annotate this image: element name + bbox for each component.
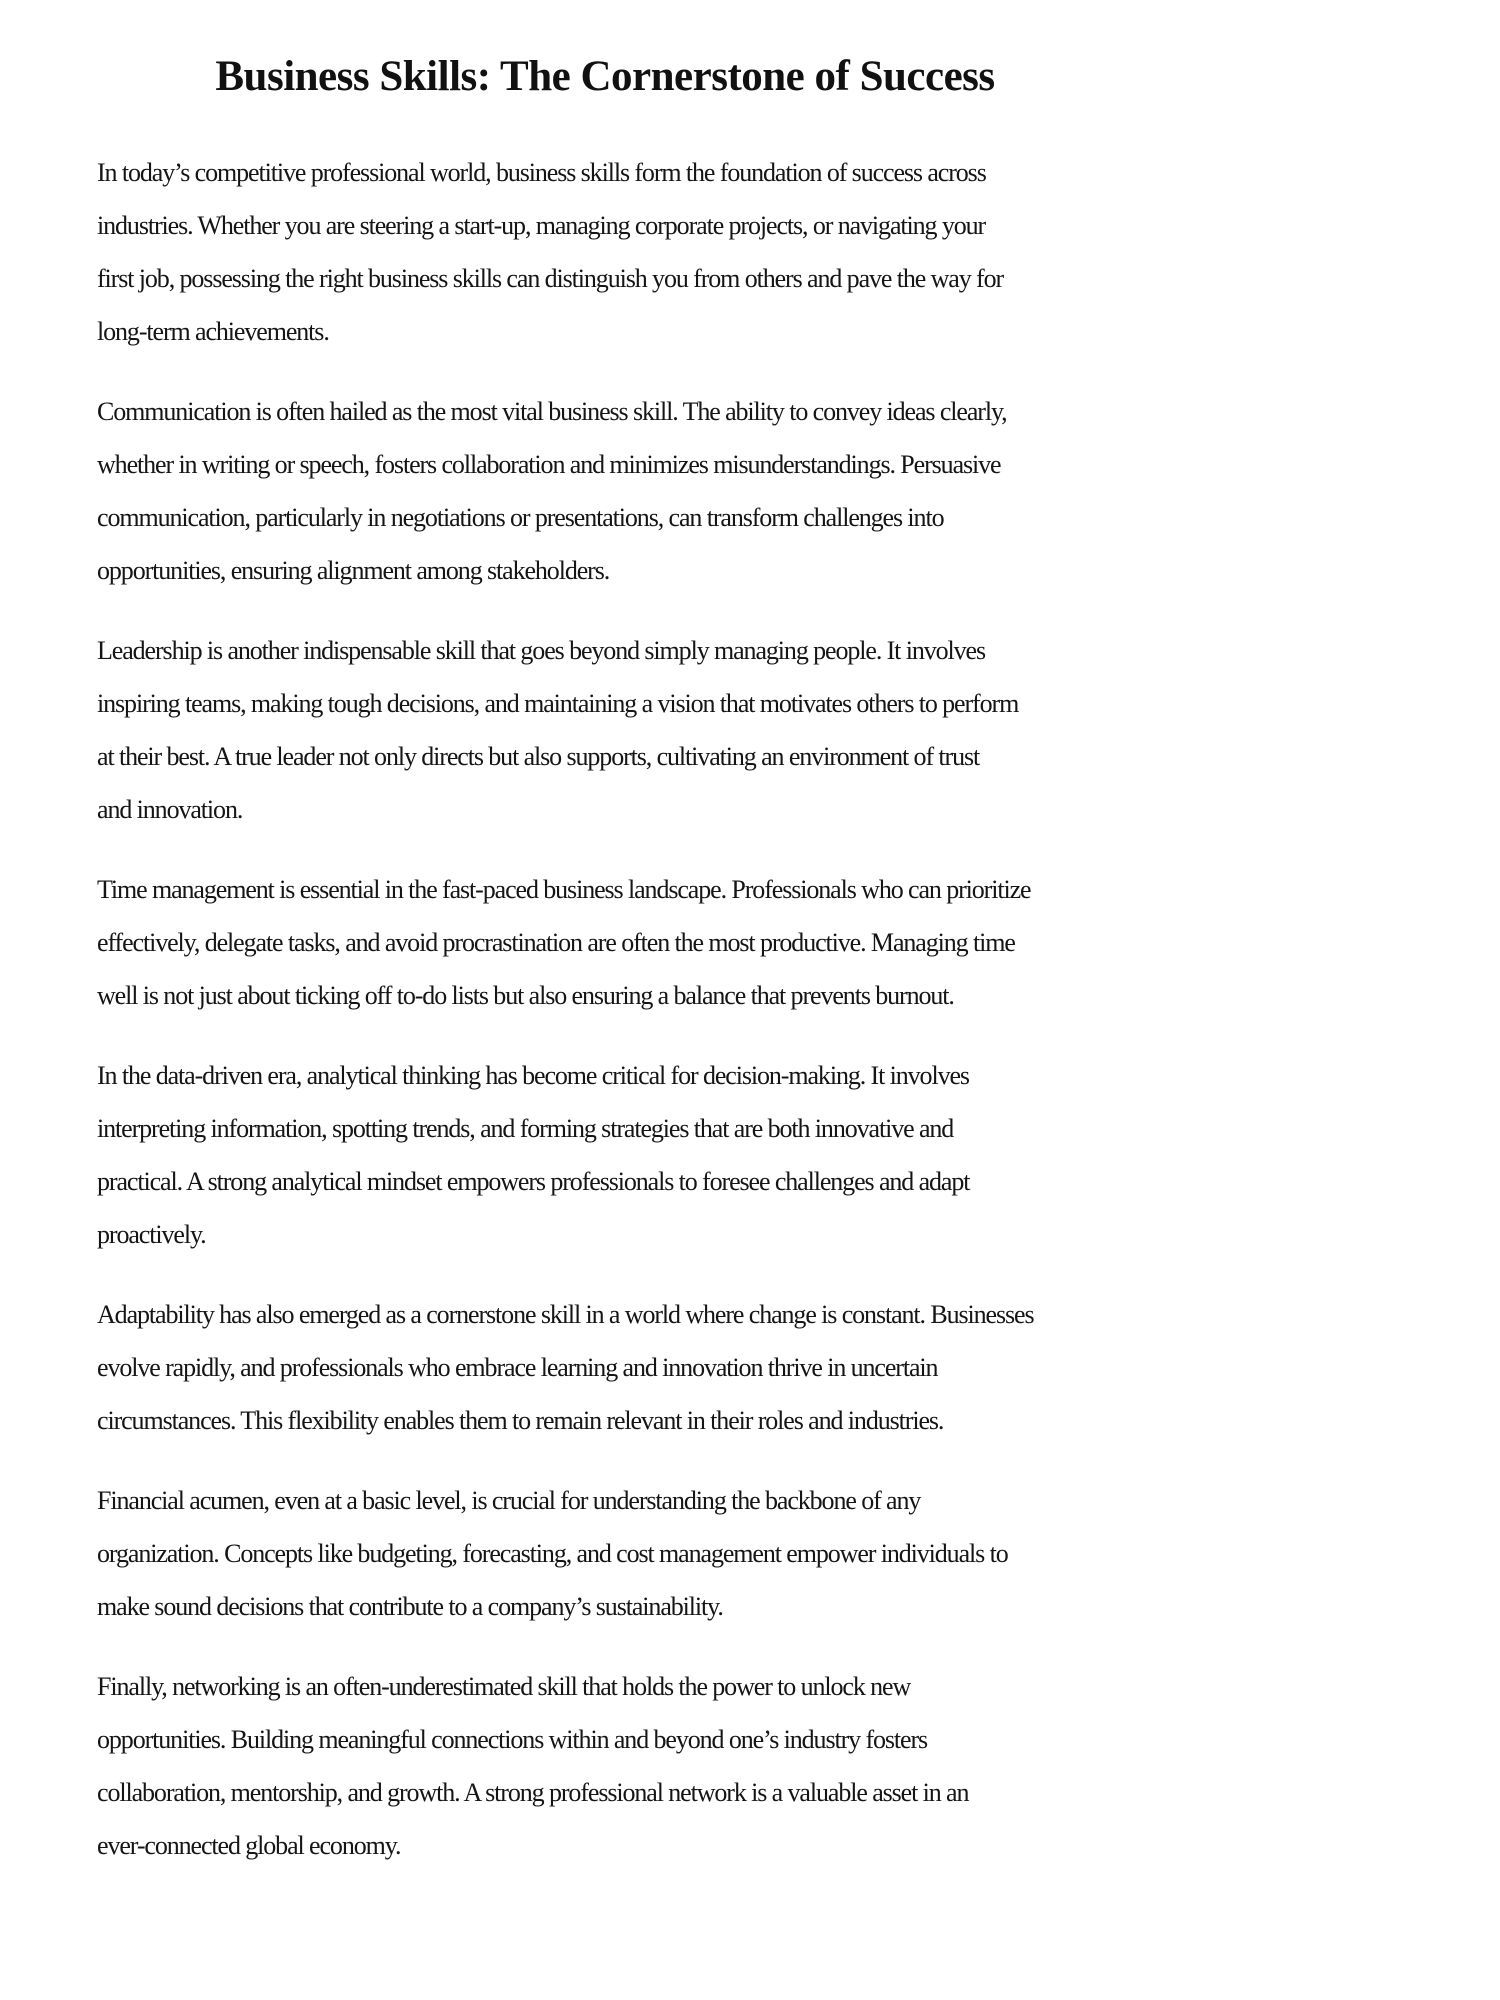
paragraph-line: evolve rapidly, and professionals who embrace learning and innovation thrive in uncertain — [97, 1353, 938, 1382]
paragraph-line: effectively, delegate tasks, and avoid procrastination are often the most productive. Managing time — [97, 928, 1015, 957]
paragraph-line: opportunities, ensuring alignment among stakeholders. — [97, 556, 610, 585]
paragraph-line: long-term achievements. — [97, 317, 329, 346]
paragraph-line: organization. Concepts like budgeting, forecasting, and cost management empower individuals to — [97, 1539, 1008, 1568]
paragraph-networking — [97, 1660, 1113, 1872]
paragraph-line: at their best. A true leader not only directs but also supports, cultivating an environment of trust — [97, 742, 980, 771]
paragraph-financial-acumen — [97, 1474, 1113, 1633]
paragraph-line: opportunities. Building meaningful connections within and beyond one’s industry fosters — [97, 1725, 928, 1754]
page-title: Business Skills: The Cornerstone of Success — [215, 53, 995, 100]
paragraph-line: collaboration, mentorship, and growth. A strong professional network is a valuable asset in an — [97, 1778, 969, 1807]
paragraph-line: make sound decisions that contribute to a company’s sustainability. — [97, 1592, 723, 1621]
paragraph-line: interpreting information, spotting trends, and forming strategies that are both innovative and — [97, 1114, 954, 1143]
paragraph-line: communication, particularly in negotiations or presentations, can transform challenges into — [97, 503, 944, 532]
paragraph-line: well is not just about ticking off to-do lists but also ensuring a balance that prevents burnout. — [97, 981, 954, 1010]
paragraph-line: practical. A strong analytical mindset empowers professionals to foresee challenges and adapt — [97, 1167, 970, 1196]
paragraph-line: In today’s competitive professional world, business skills form the foundation of success across — [97, 158, 986, 187]
paragraph-intro — [97, 146, 1113, 358]
paragraph-line: ever-connected global economy. — [97, 1831, 401, 1860]
paragraph-line: proactively. — [97, 1220, 206, 1249]
paragraph-line: Communication is often hailed as the most vital business skill. The ability to convey ideas clearly, — [97, 397, 1007, 426]
document-content — [97, 50, 1113, 1899]
paragraph-line: circumstances. This flexibility enables them to remain relevant in their roles and industries. — [97, 1406, 944, 1435]
paragraph-adaptability — [97, 1288, 1113, 1447]
paragraph-line: Adaptability has also emerged as a cornerstone skill in a world where change is constant. Businesses — [97, 1300, 1034, 1329]
paragraph-line: In the data-driven era, analytical thinking has become critical for decision-making. It involves — [97, 1061, 969, 1090]
paragraph-line: industries. Whether you are steering a start-up, managing corporate projects, or navigating your — [97, 211, 986, 240]
paragraph-line: Leadership is another indispensable skill that goes beyond simply managing people. It involves — [97, 636, 986, 665]
paragraph-line: and innovation. — [97, 795, 243, 824]
paragraph-line: first job, possessing the right business skills can distinguish you from others and pave the way for — [97, 264, 1004, 293]
paragraph-leadership — [97, 624, 1113, 836]
paragraph-line: inspiring teams, making tough decisions, and maintaining a vision that motivates others to perform — [97, 689, 1019, 718]
paragraph-line: Financial acumen, even at a basic level, is crucial for understanding the backbone of any — [97, 1486, 921, 1515]
paragraph-communication — [97, 385, 1113, 597]
paragraph-time-management — [97, 863, 1113, 1022]
paragraph-line: whether in writing or speech, fosters collaboration and minimizes misunderstandings. Persuasive — [97, 450, 1001, 479]
paragraph-line: Time management is essential in the fast-paced business landscape. Professionals who can prioritize — [97, 875, 1031, 904]
paragraph-analytical-thinking — [97, 1049, 1113, 1261]
paragraph-line: Finally, networking is an often-underestimated skill that holds the power to unlock new — [97, 1672, 911, 1701]
